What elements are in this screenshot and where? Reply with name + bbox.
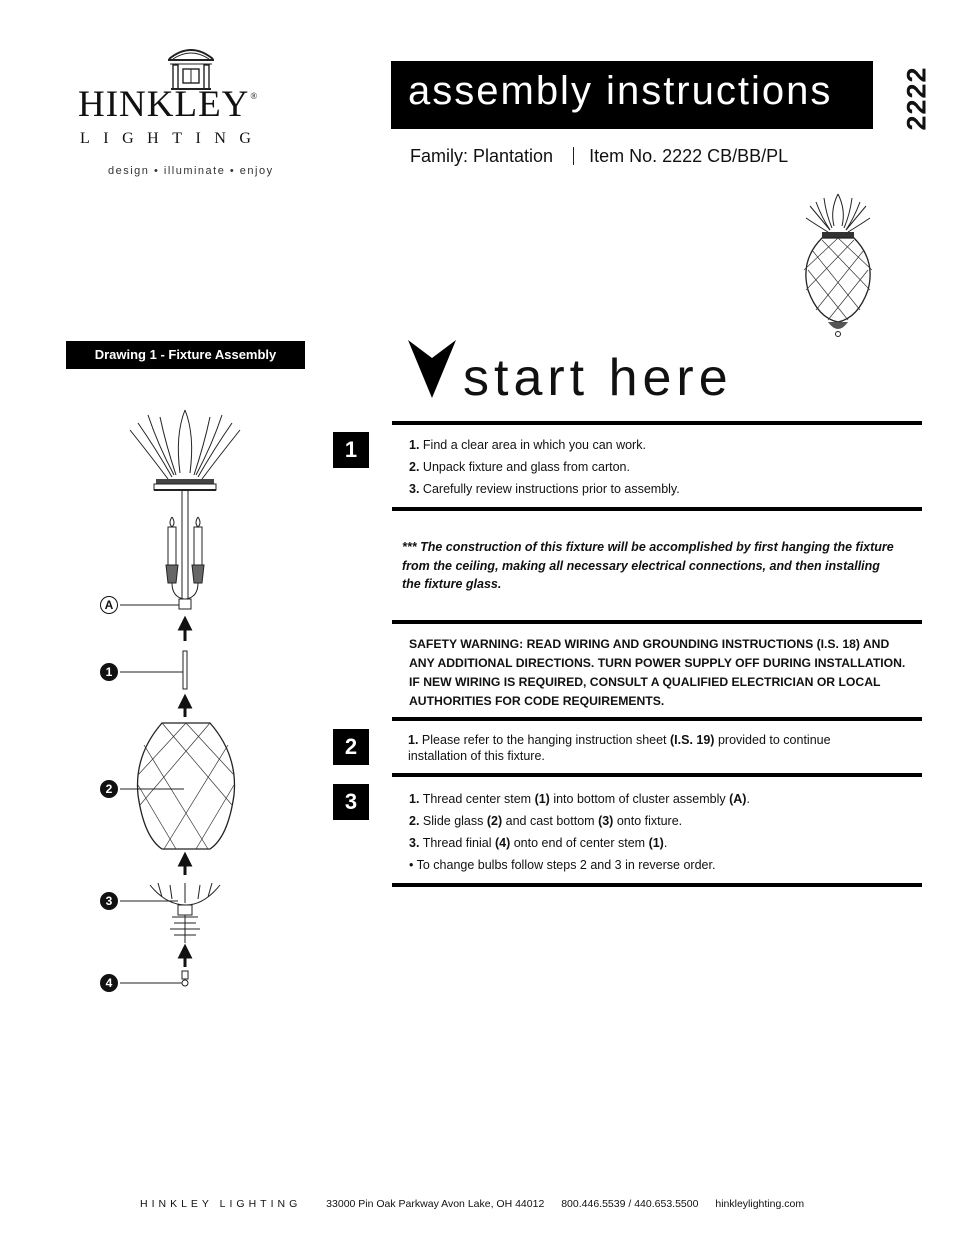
footer-company: HINKLEY LIGHTING xyxy=(140,1198,302,1210)
construction-note: *** The construction of this fixture will be accomplished by first hanging the fixture from the ceiling, making all necessary electrical connections, and then installing the fixture glass. xyxy=(402,540,894,591)
callout-4: 4 xyxy=(100,974,118,992)
rule xyxy=(392,620,922,624)
footer xyxy=(140,1198,804,1210)
canopy-crown-icon xyxy=(130,410,240,479)
brand-tagline: design • illuminate • enjoy xyxy=(108,165,274,177)
fixture-thumbnail-icon xyxy=(800,190,876,338)
rule xyxy=(392,717,922,721)
rule xyxy=(392,773,922,777)
callout-3: 3 xyxy=(100,892,118,910)
drawing-label: Drawing 1 - Fixture Assembly xyxy=(66,341,305,369)
callout-1: 1 xyxy=(100,663,118,681)
footer-web-link[interactable]: hinkleylighting.com xyxy=(715,1198,805,1210)
list-item: 3. Carefully review instructions prior to assembly. xyxy=(409,482,680,496)
rule xyxy=(392,507,922,511)
rule xyxy=(392,883,922,887)
callout-a: A xyxy=(100,596,118,614)
family-line xyxy=(410,146,788,167)
fixture-assembly-drawing xyxy=(100,405,260,1005)
start-here-heading: start here xyxy=(463,349,733,407)
step-3-badge: 3 xyxy=(333,784,369,820)
step-2-text: 1. Please refer to the hanging instruction sheet (I.S. 19) provided to continue installation of this fixture. xyxy=(408,733,831,763)
step-3-list xyxy=(409,788,750,876)
list-item: 2. Slide glass (2) and cast bottom (3) onto fixture. xyxy=(409,814,683,828)
list-item: 1. Thread center stem (1) into bottom of cluster assembly (A). xyxy=(409,792,750,806)
family-label: Family: Plantation xyxy=(410,146,554,166)
safety-warning: SAFETY WARNING: READ WIRING AND GROUNDING INSTRUCTIONS (I.S. 18) AND ANY ADDITIONAL DIRECTIONS. TURN POWER SUPPLY OFF DURING INSTALLATION. IF NEW WIRING IS REQUIRED, CONSULT A QUALIFIED ELECTRICIAN OR LOCAL AUTHORITIES FOR CODE REQUIREMENTS. xyxy=(409,637,906,708)
callout-2: 2 xyxy=(100,780,118,798)
start-arrow-icon xyxy=(408,340,456,400)
step-1-list xyxy=(409,434,680,500)
list-item: 2. Unpack fixture and glass from carton. xyxy=(409,460,630,474)
footer-address: 33000 Pin Oak Parkway Avon Lake, OH 44012 xyxy=(326,1198,545,1210)
divider xyxy=(573,147,574,165)
step-2-badge: 2 xyxy=(333,729,369,765)
item-label: Item No. 2222 CB/BB/PL xyxy=(589,146,789,166)
brand-name: HINKLEY® xyxy=(78,84,259,125)
step-1-badge: 1 xyxy=(333,432,369,468)
title-bar xyxy=(391,61,873,129)
rule xyxy=(392,421,922,425)
list-item: 1. Find a clear area in which you can work. xyxy=(409,438,646,452)
registered-mark: ® xyxy=(250,91,259,101)
vertical-item-number: 2222 xyxy=(901,66,932,131)
list-item: • To change bulbs follow steps 2 and 3 in reverse order. xyxy=(409,858,716,872)
list-item: 3. Thread finial (4) onto end of center stem (1). xyxy=(409,836,668,850)
page-title: assembly instructions xyxy=(408,69,833,113)
footer-phone: 800.446.5539 / 440.653.5500 xyxy=(561,1198,699,1210)
brand-subtitle: LIGHTING xyxy=(80,130,265,147)
